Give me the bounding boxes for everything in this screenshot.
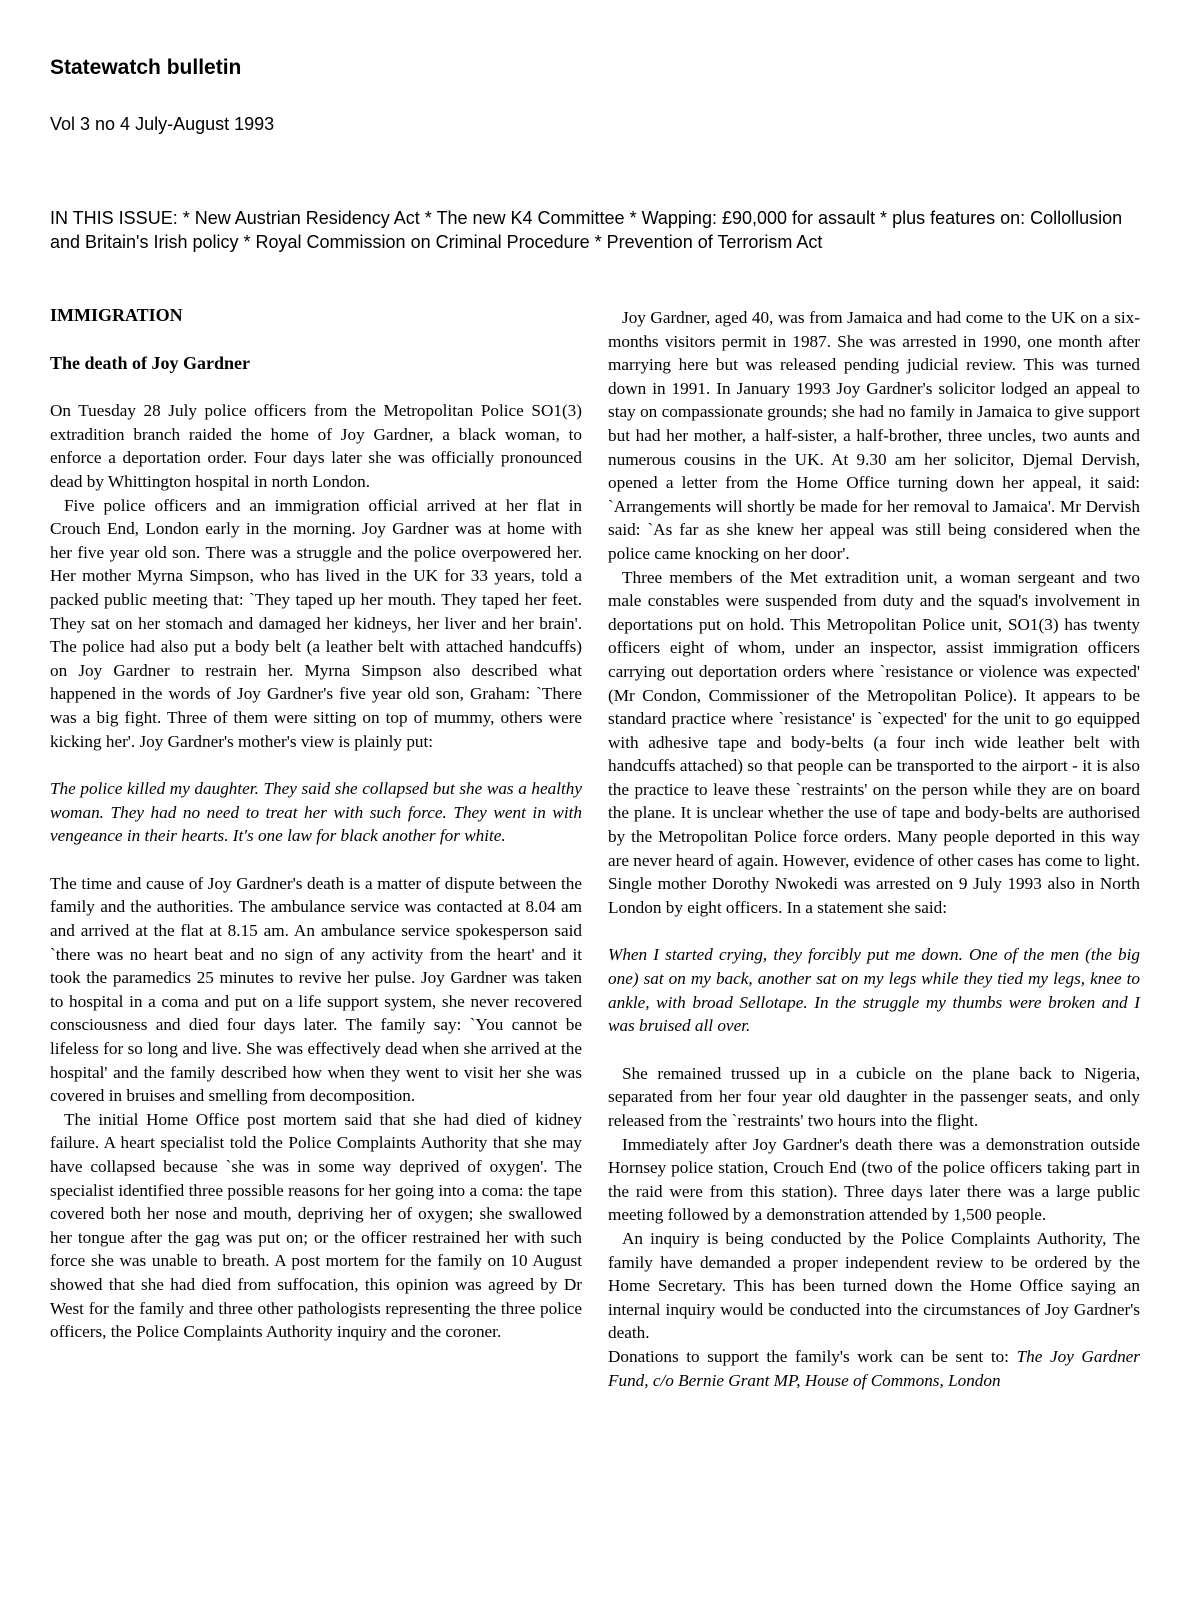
donations-lead: Donations to support the family's work can be sent to: [608, 1346, 1017, 1366]
paragraph-8: Immediately after Joy Gardner's death there was a demonstration outside Hornsey police station, Crouch End (two of the police officers taking part in the raid were from this station). Three days later there was a large public meeting followed by a demonstration attended by 1,500 people. [608, 1134, 1140, 1225]
paragraph-6: Three members of the Met extradition unit, a woman sergeant and two male constables were suspended from duty and the squad's involvement in deportations put on hold. This Metropolitan Police unit, SO1(3) has twenty officers eight of whom, under an inspector, assist immigration officers carrying out deportation orders where `resistance or violence was expected' (Mr Condon, Commissioner of the Metropolitan Police). It appears to be standard practice where `resistance' is `expected' for the unit to go equipped with adhesive tape and body-belts (a four inch wide leather belt with handcuffs attached) so that people can be transported to the airport - it is also the practice to leave these `restraints' on the person while they are on board the plane. It is unclear whether the use of tape and body-belts are authorised by the Metropolitan Police force orders. Many people deported in this way are never heard of again. However, evidence of other cases has come to light. Single mother Dorothy Nwokedi was arrested on 9 July 1993 also in North London by eight officers. In a statement she said: [608, 567, 1140, 917]
article-title: The death of Joy Gardner [50, 352, 250, 373]
volume-line: Vol 3 no 4 July-August 1993 [50, 114, 275, 134]
paragraph-donations [608, 1345, 1140, 1392]
quote-mother: The police killed my daughter. They said she collapsed but she was a healthy woman. They had no need to treat her with such force. They went in with vengeance in their hearts. It's one law for black another for white. [50, 779, 582, 846]
section-heading: IMMIGRATION [50, 305, 183, 325]
left-column [50, 304, 582, 1344]
right-column [608, 306, 1140, 1392]
quote-nwokedi: When I started crying, they forcibly put me down. One of the men (the big one) sat on my back, another sat on my legs while they tied my legs, knee to ankle, with broad Sellotape. In the struggle my thumbs were broken and I was bruised all over. [608, 945, 1140, 1036]
bulletin-title: Statewatch bulletin [50, 56, 242, 79]
donations-address: The Joy Gardner Fund, c/o Bernie Grant MP, House of Commons, London [608, 1346, 1140, 1390]
issue-contents-line: IN THIS ISSUE: * New Austrian Residency Act * The new K4 Committee * Wapping: £90,000 for assault * plus features on: Collollusion and Britain's Irish policy * Royal Commission on Criminal Procedure * Prevention of Terrorism Act [50, 208, 1123, 252]
paragraph-3: The time and cause of Joy Gardner's death is a matter of dispute between the family and the authorities. The ambulance service was contacted at 8.04 am and arrived at the flat at 8.15 am. An ambulance service spokesperson said `there was no heart beat and no sign of any activity from the heart' and it took the paramedics 25 minutes to revive her pulse. Joy Gardner was taken to hospital in a coma and put on a life support system, she never recovered consciousness and died four days later. The family say: `You cannot be lifeless for so long and live. She was effectively dead when she arrived at the hospital' and the family described how when they went to visit her she was covered in bruises and smelling from decomposition. [50, 873, 582, 1106]
paragraph-2: Five police officers and an immigration official arrived at her flat in Crouch End, London early in the morning. Joy Gardner was at home with her five year old son. There was a struggle and the police overpowered her. Her mother Myrna Simpson, who has lived in the UK for 33 years, told a packed public meeting that: `They taped up her mouth. They taped her feet. They sat on her stomach and damaged her kidneys, her liver and her brain'. The police had also put a body belt (a leather belt with attached handcuffs) on Joy Gardner to restrain her. Myrna Simpson also described what happened in the words of Joy Gardner's five year old son, Graham: `There was a big fight. Three of them were sitting on top of mummy, others were kicking her'. Joy Gardner's mother's view is plainly put: [50, 495, 582, 751]
paragraph-7: She remained trussed up in a cubicle on the plane back to Nigeria, separated from her four year old daughter in the passenger seats, and only released from the `restraints' two hours into the flight. [608, 1063, 1140, 1130]
paragraph-5: Joy Gardner, aged 40, was from Jamaica and had come to the UK on a six-months visitors permit in 1987. She was arrested in 1990, one month after marrying here but was released pending judicial review. This was turned down in 1991. In January 1993 Joy Gardner's solicitor lodged an appeal to stay on compassionate grounds; she had no family in Jamaica to give support but had her mother, a half-sister, a half-brother, three uncles, two aunts and numerous cousins in the UK. At 9.30 am her solicitor, Djemal Dervish, opened a letter from the Home Office turning down her appeal, it said: `Arrangements will shortly be made for her removal to Jamaica'. Mr Dervish said: `As far as she knew her appeal was still being considered when the police came knocking on her door'. [608, 308, 1140, 563]
paragraph-9: An inquiry is being conducted by the Police Complaints Authority, The family have demanded a proper independent review to be ordered by the Home Secretary. This has been turned down the Home Office saying an internal inquiry would be conducted into the circumstances of Joy Gardner's death. [608, 1228, 1140, 1343]
paragraph-1: On Tuesday 28 July police officers from the Metropolitan Police SO1(3) extradition branch raided the home of Joy Gardner, a black woman, to enforce a deportation order. Four days later she was officially pronounced dead by Whittington hospital in north London. [50, 401, 582, 491]
paragraph-4: The initial Home Office post mortem said that she had died of kidney failure. A heart specialist told the Police Complaints Authority that she may have collapsed because `she was in some way deprived of oxygen'. The specialist identified three possible reasons for her going into a coma: the tape covered both her nose and mouth, depriving her of oxygen; she swallowed her tongue after the gag was put on; or the officer restrained her with such force she was unable to breath. A post mortem for the family on 10 August showed that she had died from suffocation, this opinion was agreed by Dr West for the family and three other pathologists representing the three police officers, the Police Complaints Authority inquiry and the coroner. [50, 1109, 582, 1342]
